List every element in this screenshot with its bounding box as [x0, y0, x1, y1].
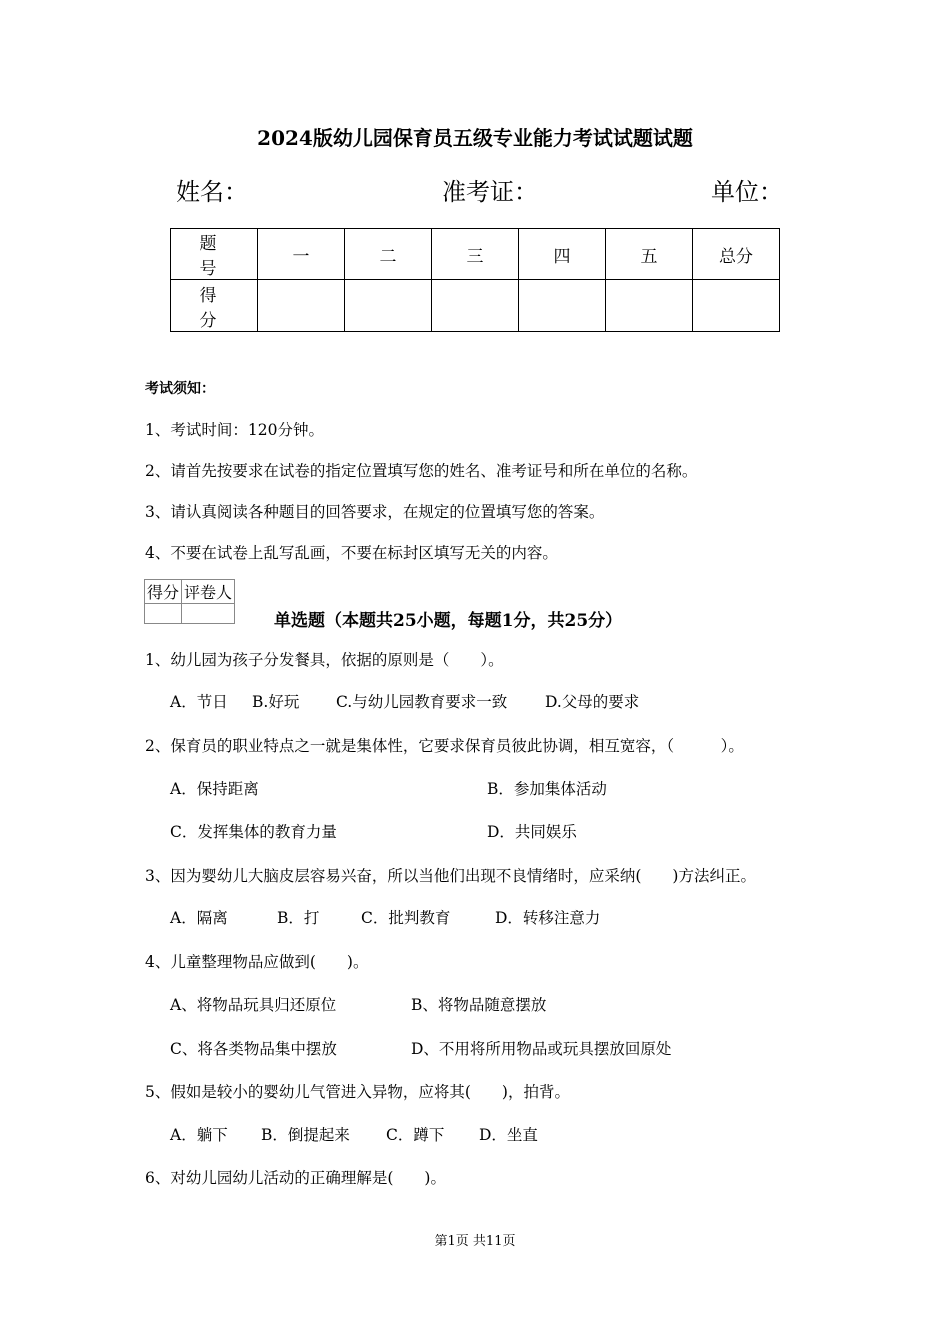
- option: A．躺下: [170, 1126, 228, 1144]
- option: D、不用将所用物品或玩具摆放回原处: [411, 1040, 672, 1058]
- question-stem: 6、对幼儿园幼儿活动的正确理解是( )。: [145, 1169, 446, 1187]
- option: A．节日: [170, 693, 228, 711]
- notice-item: 2、请首先按要求在试卷的指定位置填写您的姓名、准考证号和所在单位的名称。: [145, 462, 698, 480]
- score-table-header-row: [171, 229, 780, 280]
- score-cell[interactable]: [345, 280, 432, 332]
- score-cell[interactable]: [519, 280, 606, 332]
- option: A．保持距离: [170, 780, 259, 798]
- page-title: 2024版幼儿园保育员五级专业能力考试试题试题: [257, 126, 693, 150]
- option: C.与幼儿园教育要求一致: [336, 693, 508, 711]
- section-title: 单选题（本题共25小题，每题1分，共25分）: [274, 611, 623, 631]
- option: C．批判教育: [361, 909, 451, 927]
- score-table-header-cell: 题 号: [171, 229, 258, 280]
- grader-name-label: 评卷人: [182, 580, 235, 604]
- grader-name-cell[interactable]: [182, 604, 235, 624]
- score-table-header-cell: 五: [606, 229, 693, 280]
- option: B．打: [277, 909, 320, 927]
- grader-score-cell[interactable]: [145, 604, 182, 624]
- score-table-header-cell: 四: [519, 229, 606, 280]
- notice-item: 4、不要在试卷上乱写乱画，不要在标封区填写无关的内容。: [145, 544, 558, 562]
- notice-title: 考试须知：: [145, 381, 215, 397]
- page-footer: 第1页 共11页: [434, 1234, 516, 1249]
- option: B．倒提起来: [261, 1126, 350, 1144]
- score-cell[interactable]: [432, 280, 519, 332]
- option: D.父母的要求: [545, 693, 640, 711]
- option: A．隔离: [170, 909, 228, 927]
- notice-item: 3、请认真阅读各种题目的回答要求，在规定的位置填写您的答案。: [145, 503, 605, 521]
- question-stem: 1、幼儿园为孩子分发餐具，依据的原则是（ ）。: [145, 651, 504, 669]
- score-table-header-cell: 二: [345, 229, 432, 280]
- question-stem: 3、因为婴幼儿大脑皮层容易兴奋，所以当他们出现不良情绪时，应采纳( )方法纠正。: [145, 867, 756, 885]
- notice-item: 1、考试时间：120分钟。: [145, 421, 324, 439]
- option: D．共同娱乐: [487, 823, 577, 841]
- question-stem: 2、保育员的职业特点之一就是集体性，它要求保育员彼此协调，相互宽容，（ ）。: [145, 737, 744, 755]
- score-cell[interactable]: [258, 280, 345, 332]
- question-stem: 4、儿童整理物品应做到( )。: [145, 953, 369, 971]
- option: C．蹲下: [386, 1126, 445, 1144]
- score-table-header-cell: 总分: [693, 229, 780, 280]
- option: A、将物品玩具归还原位: [170, 996, 337, 1014]
- score-table-header-cell: 三: [432, 229, 519, 280]
- unit-field-label: 单位：: [711, 178, 783, 206]
- question-stem: 5、假如是较小的婴幼儿气管进入异物，应将其( )，拍背。: [145, 1083, 570, 1101]
- name-field-label: 姓名：: [176, 178, 248, 206]
- option: B．参加集体活动: [487, 780, 607, 798]
- option: B.好玩: [252, 693, 300, 711]
- option: C、将各类物品集中摆放: [170, 1040, 337, 1058]
- score-table: [170, 228, 780, 332]
- option: C．发挥集体的教育力量: [170, 823, 337, 841]
- score-table-row-label: 得 分: [171, 280, 258, 332]
- option: B、将物品随意摆放: [411, 996, 547, 1014]
- exam-id-field-label: 准考证：: [442, 178, 538, 206]
- grader-box: [144, 579, 235, 624]
- option: D．转移注意力: [495, 909, 601, 927]
- score-table-score-row: [171, 280, 780, 332]
- grader-score-label: 得分: [145, 580, 182, 604]
- option: D．坐直: [479, 1126, 538, 1144]
- score-table-header-cell: 一: [258, 229, 345, 280]
- score-cell[interactable]: [606, 280, 693, 332]
- score-cell[interactable]: [693, 280, 780, 332]
